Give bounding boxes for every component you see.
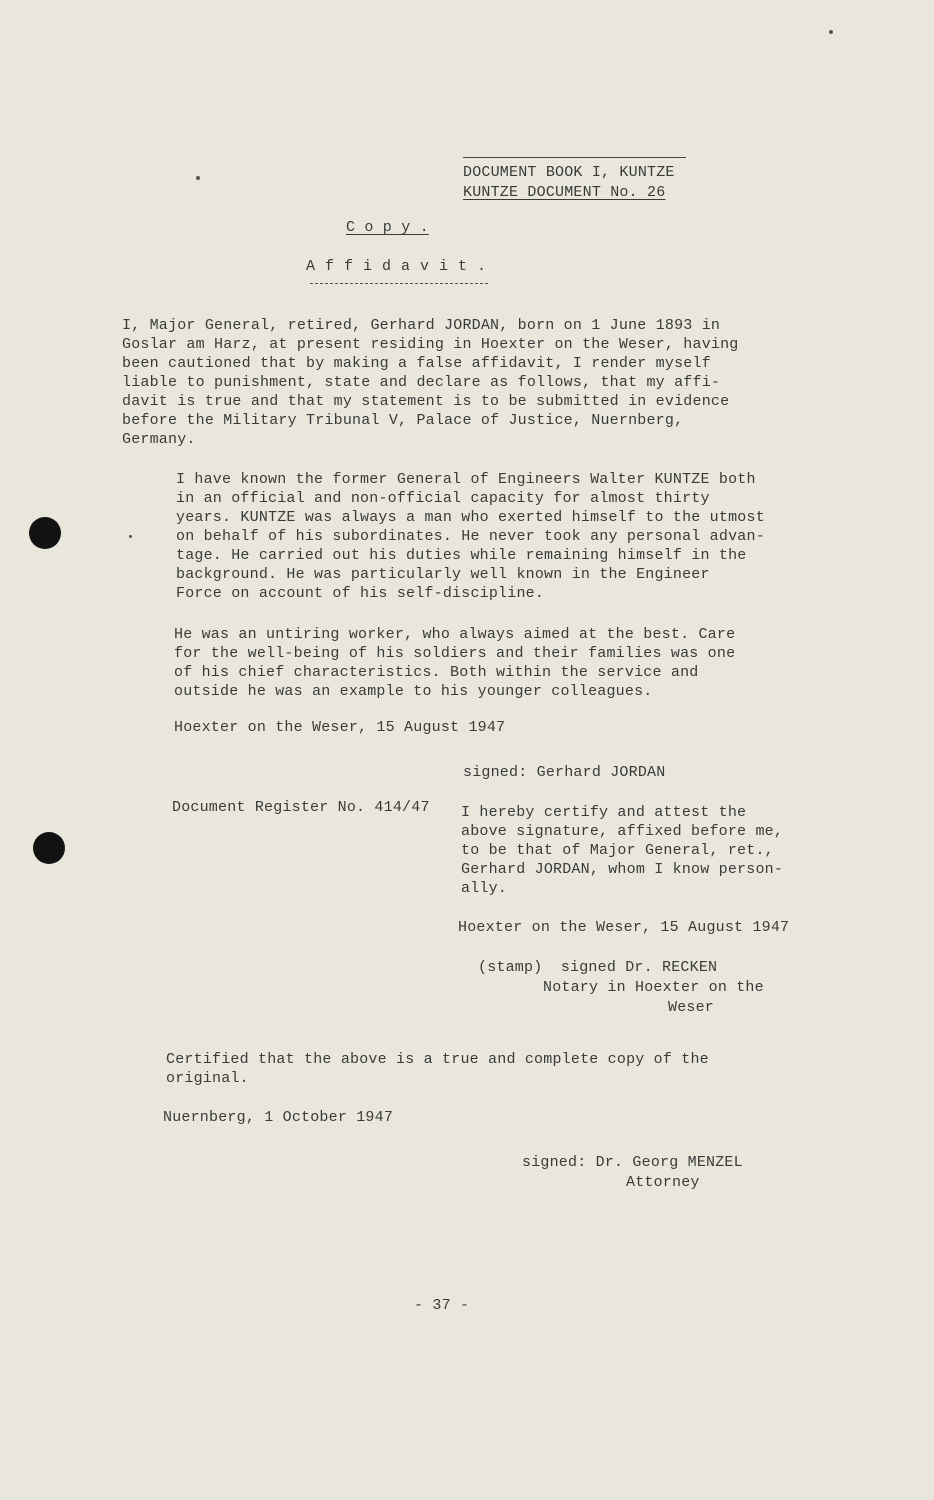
paper-speck bbox=[829, 30, 833, 34]
certify-line: I hereby certify and attest the bbox=[461, 804, 747, 821]
attorney-line: Attorney bbox=[626, 1174, 700, 1191]
certify-line: to be that of Major General, ret., bbox=[461, 842, 774, 859]
notary-line: (stamp) signed Dr. RECKEN bbox=[478, 959, 718, 976]
certify-line: Gerhard JORDAN, whom I know person- bbox=[461, 861, 784, 878]
intro-line: Goslar am Harz, at present residing in Hoexter on the Weser, having bbox=[122, 336, 739, 353]
paper-speck bbox=[196, 176, 200, 180]
para1-line: years. KUNTZE was always a man who exerted himself to the utmost bbox=[176, 509, 765, 526]
para2-line: outside he was an example to his younger colleagues. bbox=[174, 683, 653, 700]
para1-line: on behalf of his subordinates. He never took any personal advan- bbox=[176, 528, 765, 545]
header-top-rule bbox=[463, 157, 686, 158]
intro-line: before the Military Tribunal V, Palace of Justice, Nuernberg, bbox=[122, 412, 684, 429]
para1-line: Force on account of his self-discipline. bbox=[176, 585, 545, 602]
notary-line: Weser bbox=[668, 999, 715, 1016]
place-date-notary: Hoexter on the Weser, 15 August 1947 bbox=[458, 919, 790, 936]
para2-line: He was an untiring worker, who always aimed at the best. Care bbox=[174, 626, 736, 643]
document-title: A f f i d a v i t . bbox=[306, 258, 487, 275]
notary-line: Notary in Hoexter on the bbox=[543, 979, 764, 996]
header-document-book: DOCUMENT BOOK I, KUNTZE bbox=[463, 164, 675, 181]
certified-line: original. bbox=[166, 1070, 249, 1087]
intro-line: been cautioned that by making a false affidavit, I render myself bbox=[122, 355, 711, 372]
copy-label: C o p y . bbox=[346, 219, 429, 236]
place-date-certification: Nuernberg, 1 October 1947 bbox=[163, 1109, 394, 1126]
intro-line: Germany. bbox=[122, 431, 196, 448]
document-register: Document Register No. 414/47 bbox=[172, 799, 430, 816]
para1-line: tage. He carried out his duties while remaining himself in the bbox=[176, 547, 747, 564]
para2-line: of his chief characteristics. Both within the service and bbox=[174, 664, 699, 681]
punch-hole-bottom bbox=[33, 832, 65, 864]
intro-line: I, Major General, retired, Gerhard JORDAN, born on 1 June 1893 in bbox=[122, 317, 721, 334]
certify-line: above signature, affixed before me, bbox=[461, 823, 784, 840]
intro-line: liable to punishment, state and declare as follows, that my affi- bbox=[122, 374, 721, 391]
certified-line: Certified that the above is a true and complete copy of the bbox=[166, 1051, 709, 1068]
para2-line: for the well-being of his soldiers and their families was one bbox=[174, 645, 736, 662]
header-document-number: KUNTZE DOCUMENT No. 26 bbox=[463, 184, 666, 201]
attorney-line: signed: Dr. Georg MENZEL bbox=[522, 1154, 743, 1171]
punch-hole-top bbox=[29, 517, 61, 549]
intro-line: davit is true and that my statement is to be submitted in evidence bbox=[122, 393, 730, 410]
title-underline bbox=[310, 283, 488, 284]
certify-line: ally. bbox=[461, 880, 508, 897]
para1-line: I have known the former General of Engineers Walter KUNTZE both bbox=[176, 471, 756, 488]
signature-jordan: signed: Gerhard JORDAN bbox=[463, 764, 666, 781]
para1-line: background. He was particularly well known in the Engineer bbox=[176, 566, 710, 583]
para1-line: in an official and non-official capacity for almost thirty bbox=[176, 490, 710, 507]
page-number: - 37 - bbox=[414, 1297, 470, 1314]
paper-speck bbox=[129, 535, 132, 538]
place-date-affidavit: Hoexter on the Weser, 15 August 1947 bbox=[174, 719, 506, 736]
